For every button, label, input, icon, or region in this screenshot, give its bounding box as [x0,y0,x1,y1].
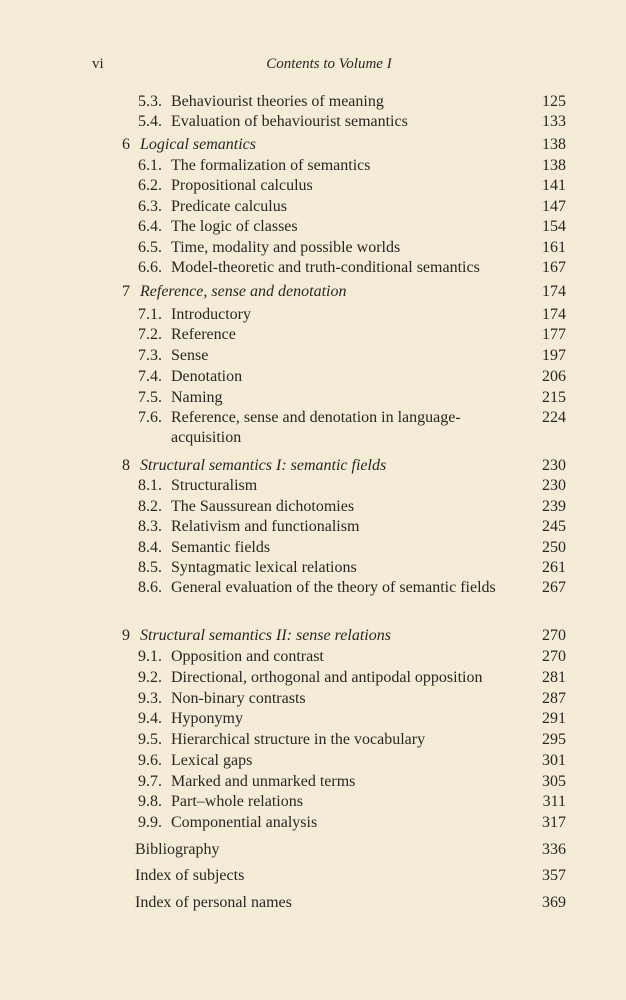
toc-section-row [0,730,566,750]
toc-page-number: 250 [542,539,566,556]
toc-section-row [0,156,566,176]
toc-number: 9.7. [138,773,162,790]
toc-number: 6 [122,136,130,153]
toc-number: 6.5. [138,239,162,256]
toc-page-number: 357 [542,867,566,884]
toc-page-number: 230 [542,477,566,494]
toc-page-number: 369 [542,894,566,911]
toc-title: Index of personal names [135,894,292,911]
toc-title: Sense [171,347,209,364]
toc-page-number: 133 [542,113,566,130]
toc-title: Reference, sense and denotation [140,283,347,300]
toc-number: 6.2. [138,177,162,194]
toc-page-number: 281 [542,669,566,686]
toc-page-number: 267 [542,579,566,596]
toc-title: Structural semantics II: sense relations [140,627,391,644]
toc-section-row [0,388,566,408]
toc-title: Time, modality and possible worlds [171,239,401,256]
toc-section-row [0,408,566,448]
toc-section-row [0,325,566,345]
toc-title: General evaluation of the theory of semantic fields [171,579,496,596]
toc-number: 8.1. [138,477,162,494]
running-title: Contents to Volume I [266,56,392,72]
toc-page-number: 295 [542,731,566,748]
toc-page-number: 245 [542,518,566,535]
toc-page-number: 261 [542,559,566,576]
toc-number: 6.1. [138,157,162,174]
toc-section-row [0,305,566,325]
toc-section-row [0,538,566,558]
toc-section-row [0,558,566,578]
toc-number: 7.2. [138,326,162,343]
toc-title: Semantic fields [171,539,271,556]
toc-section-row [0,112,566,132]
toc-number: 7.3. [138,347,162,364]
toc-chapter-row [0,456,566,476]
toc-number: 8.2. [138,498,162,515]
toc-page-number: 138 [542,136,566,153]
toc-number: 6.4. [138,218,162,235]
toc-section-row [0,176,566,196]
toc-title: Opposition and contrast [171,648,324,665]
toc-page-number: 230 [542,457,566,474]
toc-number: 7 [122,283,130,300]
toc-number: 5.4. [138,113,162,130]
toc-page-number: 224 [542,409,566,426]
toc-title: Naming [171,389,223,406]
toc-number: 9.4. [138,710,162,727]
toc-page-number: 291 [542,710,566,727]
toc-title: Hyponymy [171,710,243,727]
toc-title: Directional, orthogonal and antipodal opposition [171,669,483,686]
toc-backmatter-row [0,840,566,860]
toc-title: The logic of classes [171,218,298,235]
toc-title: Denotation [171,368,243,385]
toc-section-row [0,792,566,812]
toc-page-number: 287 [542,690,566,707]
toc-page-number: 147 [542,198,566,215]
toc-section-row [0,346,566,366]
toc-title: Marked and unmarked terms [171,773,356,790]
toc-section-row [0,197,566,217]
toc-page-number: 206 [542,368,566,385]
toc-number: 7.1. [138,306,162,323]
toc-section-row [0,751,566,771]
toc-number: 9.9. [138,814,162,831]
toc-number: 8.6. [138,579,162,596]
toc-page-number: 167 [542,259,566,276]
toc-page-number: 174 [542,306,566,323]
toc-number: 7.4. [138,368,162,385]
toc-title: The Saussurean dichotomies [171,498,355,515]
toc-title: The formalization of semantics [171,157,371,174]
page-folio: vi [92,56,104,72]
toc-number: 9.6. [138,752,162,769]
toc-title: Propositional calculus [171,177,313,194]
toc-title: Relativism and functionalism [171,518,360,535]
toc-title: Syntagmatic lexical relations [171,559,357,576]
toc-number: 9 [122,627,130,644]
toc-page-number: 239 [542,498,566,515]
toc-section-row [0,709,566,729]
toc-page-number: 311 [542,793,566,810]
toc-number: 9.8. [138,793,162,810]
toc-section-row [0,772,566,792]
toc-section-row [0,497,566,517]
toc-number: 8.5. [138,559,162,576]
toc-chapter-row [0,626,566,646]
toc-page-number: 215 [542,389,566,406]
toc-page-number: 138 [542,157,566,174]
toc-title: Introductory [171,306,251,323]
toc-number: 8.3. [138,518,162,535]
toc-page-number: 161 [542,239,566,256]
toc-section-row [0,92,566,112]
toc-page-number: 197 [542,347,566,364]
toc-backmatter-row [0,866,566,886]
toc-chapter-row [0,135,566,155]
toc-number: 7.6. [138,409,162,426]
toc-section-row [0,517,566,537]
toc-number: 6.6. [138,259,162,276]
toc-title: Index of subjects [135,867,245,884]
toc-title: Part–whole relations [171,793,303,810]
toc-section-row [0,578,566,618]
toc-page-number: 317 [542,814,566,831]
toc-title: Hierarchical structure in the vocabulary [171,731,426,748]
toc-section-row [0,258,566,278]
toc-number: 7.5. [138,389,162,406]
toc-page-number: 177 [542,326,566,343]
toc-title: Reference, sense and denotation in language-acquisition [171,409,461,446]
toc-title: Behaviourist theories of meaning [171,93,384,110]
toc-title: Structural semantics I: semantic fields [140,457,387,474]
toc-title: Model-theoretic and truth-conditional semantics [171,259,480,276]
toc-number: 8 [122,457,130,474]
toc-title: Componential analysis [171,814,318,831]
toc-section-row [0,238,566,258]
toc-page-number: 301 [542,752,566,769]
toc-number: 9.2. [138,669,162,686]
toc-page-number: 174 [542,283,566,300]
toc-number: 8.4. [138,539,162,556]
toc-title: Lexical gaps [171,752,253,769]
toc-section-row [0,668,566,688]
toc-number: 9.1. [138,648,162,665]
toc-title: Reference [171,326,236,343]
toc-section-row [0,217,566,237]
toc-chapter-row [0,282,566,302]
toc-number: 5.3. [138,93,162,110]
toc-title: Logical semantics [140,136,256,153]
toc-title: Non-binary contrasts [171,690,306,707]
toc-page-number: 305 [542,773,566,790]
toc-page-number: 336 [542,841,566,858]
toc-page-number: 141 [542,177,566,194]
toc-section-row [0,476,566,496]
toc-number: 9.5. [138,731,162,748]
toc-page-number: 154 [542,218,566,235]
page-header [92,56,566,78]
toc-section-row [0,647,566,667]
toc-page-number: 270 [542,648,566,665]
toc-number: 9.3. [138,690,162,707]
toc-title: Structuralism [171,477,258,494]
toc-title: Predicate calculus [171,198,287,215]
toc-page-number: 125 [542,93,566,110]
toc-title: Evaluation of behaviourist semantics [171,113,408,130]
toc-section-row [0,367,566,387]
toc-page-number: 270 [542,627,566,644]
toc-title: Bibliography [135,841,220,858]
toc-number: 6.3. [138,198,162,215]
toc-section-row [0,813,566,833]
toc-section-row [0,689,566,709]
toc-backmatter-row [0,893,566,913]
